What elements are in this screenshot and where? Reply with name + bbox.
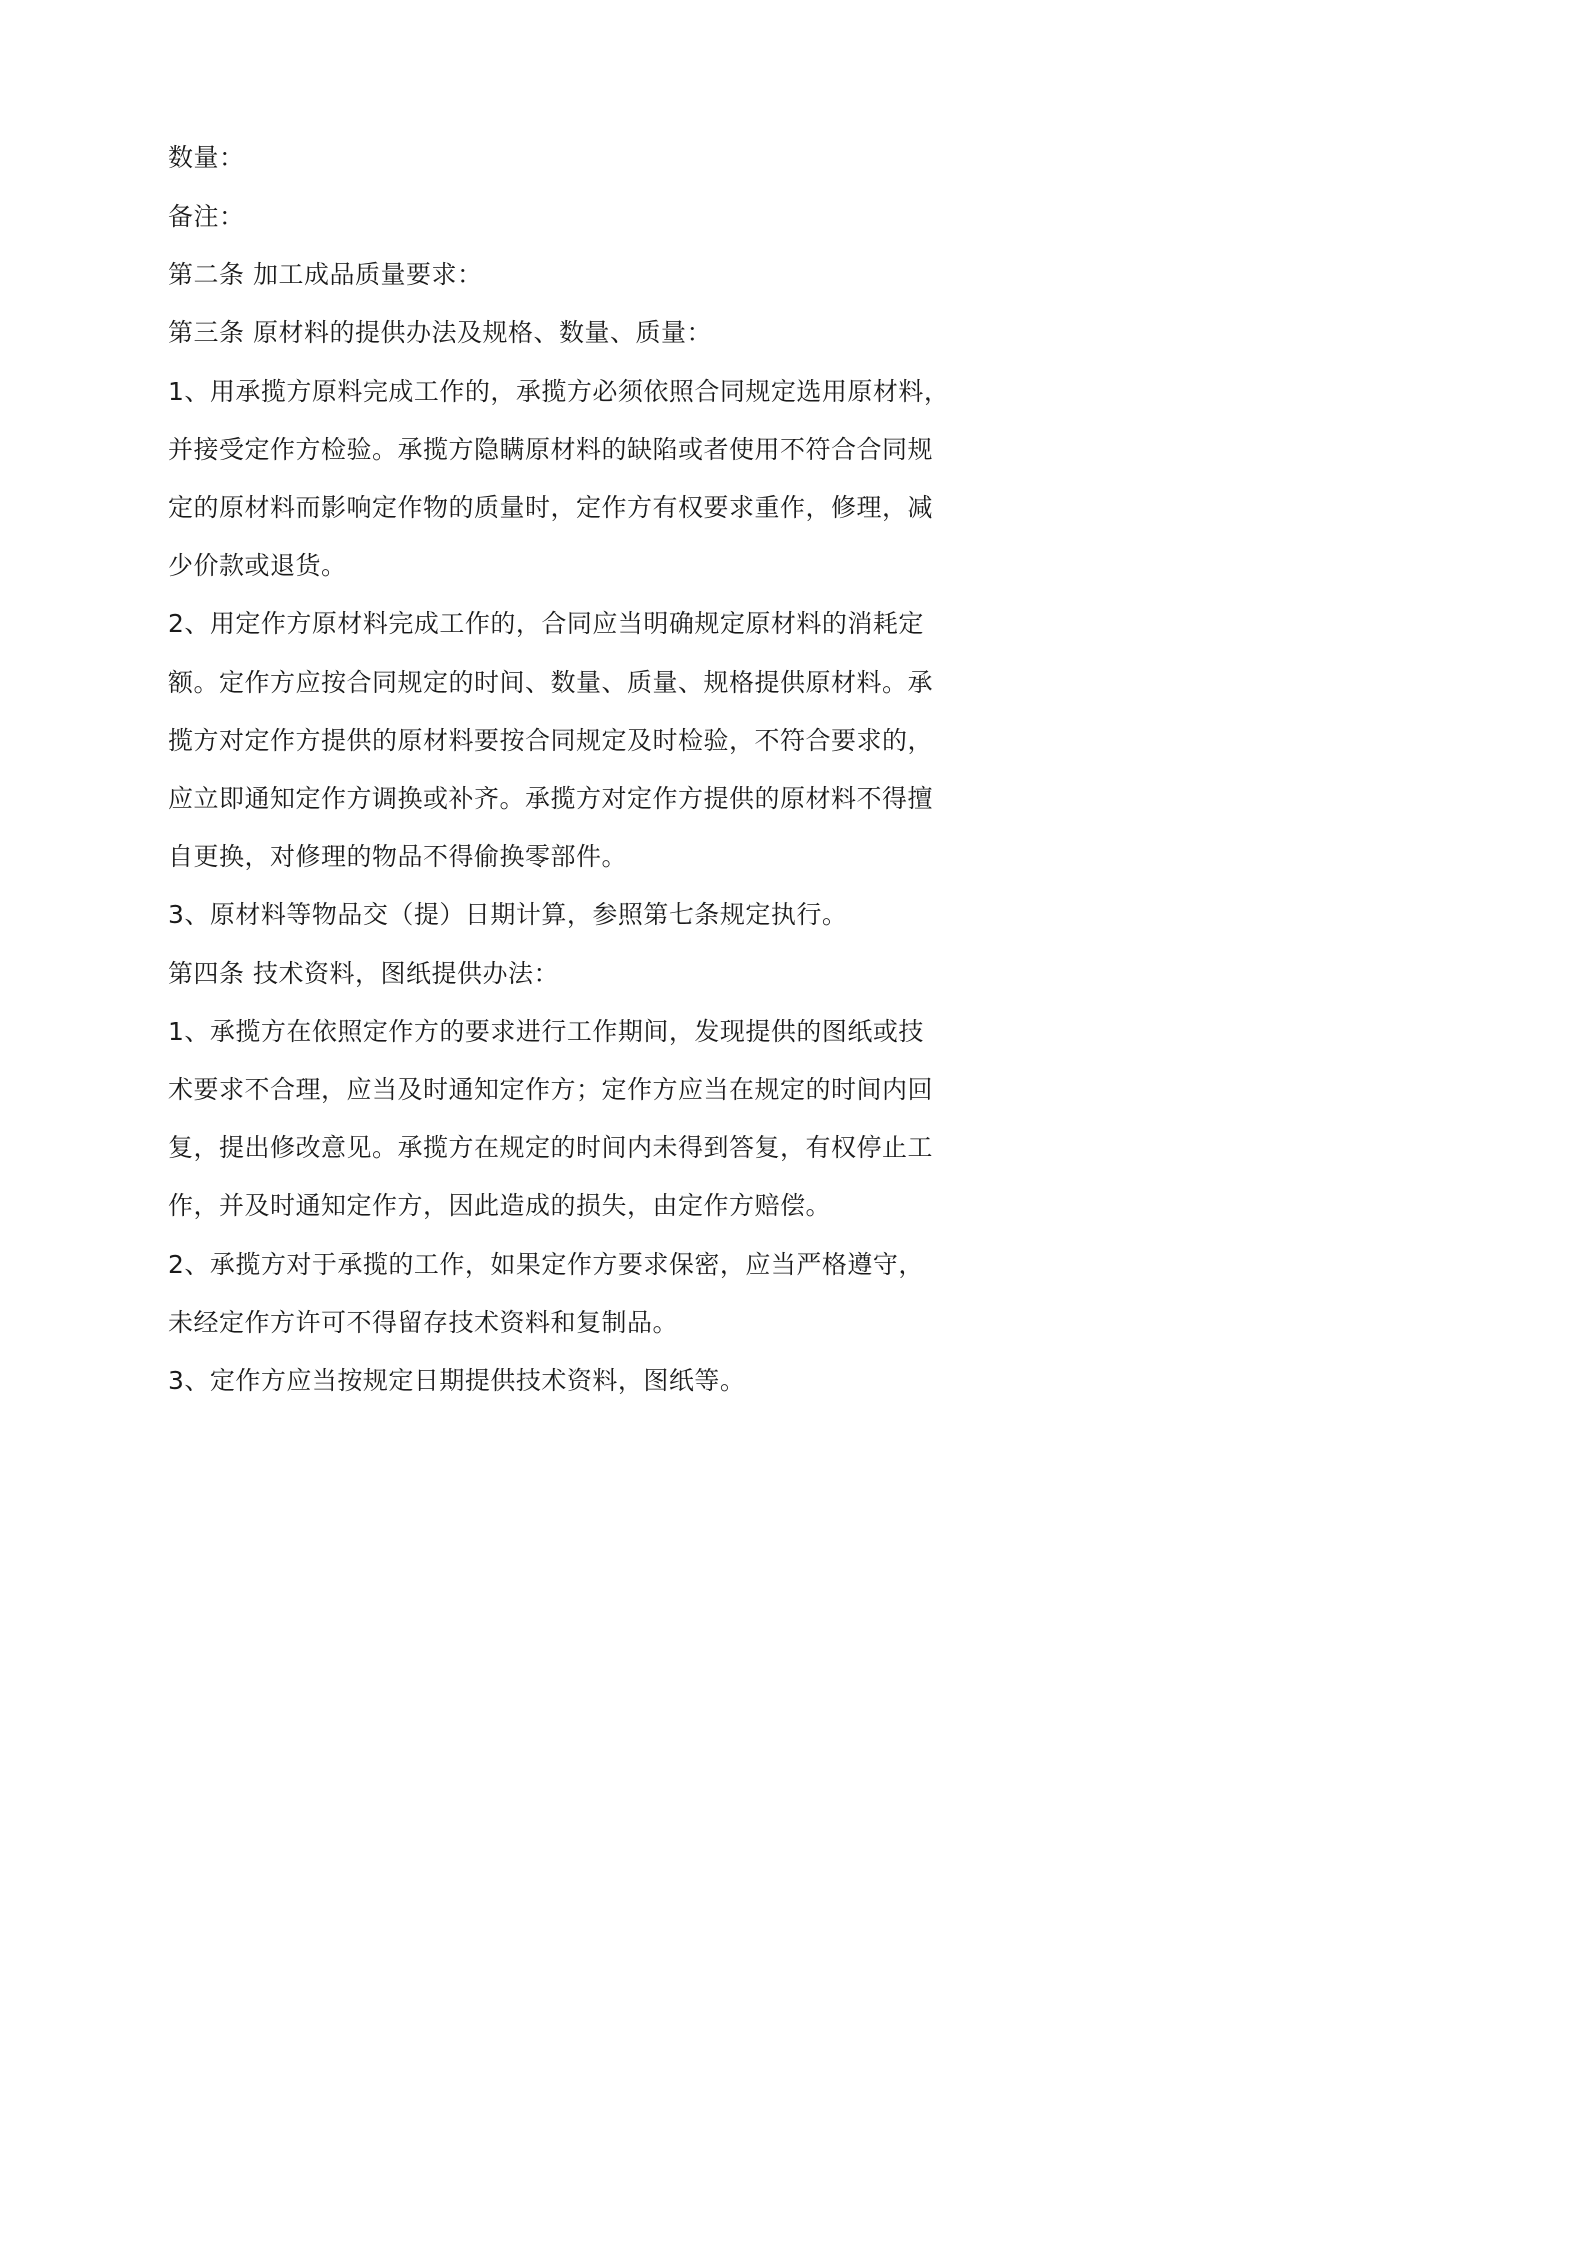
article-3-clause-1-line-4: 少价款或退货。 (168, 551, 347, 580)
article-4-clause-1-line-3: 复，提出修改意见。承揽方在规定的时间内未得到答复，有权停止工 (168, 1133, 934, 1162)
article-4-clause-2-line-1: 2、承揽方对于承揽的工作，如果定作方要求保密，应当严格遵守， (168, 1250, 924, 1279)
article-3-clause-2-line-3: 揽方对定作方提供的原材料要按合同规定及时检验，不符合要求的， (168, 726, 934, 755)
article-2-heading: 第二条 加工成品质量要求： (168, 260, 483, 289)
article-4-clause-1-line-4: 作，并及时通知定作方，因此造成的损失，由定作方赔偿。 (168, 1191, 832, 1220)
article-3-clause-1-line-2: 并接受定作方检验。承揽方隐瞒原材料的缺陷或者使用不符合合同规 (168, 435, 934, 464)
article-4-clause-1-line-1: 1、承揽方在依照定作方的要求进行工作期间，发现提供的图纸或技 (168, 1017, 924, 1046)
article-3-clause-2-line-2: 额。定作方应按合同规定的时间、数量、质量、规格提供原材料。承 (168, 668, 934, 697)
article-4-clause-2-line-2: 未经定作方许可不得留存技术资料和复制品。 (168, 1308, 679, 1337)
article-3-clause-2-line-4: 应立即通知定作方调换或补齐。承揽方对定作方提供的原材料不得擅 (168, 784, 934, 813)
article-4-clause-3: 3、定作方应当按规定日期提供技术资料，图纸等。 (168, 1366, 746, 1395)
article-4-clause-1-line-2: 术要求不合理，应当及时通知定作方；定作方应当在规定的时间内回 (168, 1075, 934, 1104)
article-3-clause-2-line-5: 自更换，对修理的物品不得偷换零部件。 (168, 842, 628, 871)
document-page (0, 0, 1105, 1563)
article-3-heading: 第三条 原材料的提供办法及规格、数量、质量： (168, 318, 712, 347)
article-3-clause-1-line-3: 定的原材料而影响定作物的质量时，定作方有权要求重作，修理，减 (168, 493, 934, 522)
field-quantity: 数量： (168, 143, 245, 172)
article-3-clause-1-line-1: 1、用承揽方原料完成工作的，承揽方必须依照合同规定选用原材料， (168, 377, 950, 406)
article-3-clause-2-line-1: 2、用定作方原材料完成工作的，合同应当明确规定原材料的消耗定 (168, 609, 924, 638)
field-remarks: 备注： (168, 202, 245, 231)
article-3-clause-3: 3、原材料等物品交（提）日期计算，参照第七条规定执行。 (168, 900, 848, 929)
article-4-heading: 第四条 技术资料，图纸提供办法： (168, 959, 559, 988)
